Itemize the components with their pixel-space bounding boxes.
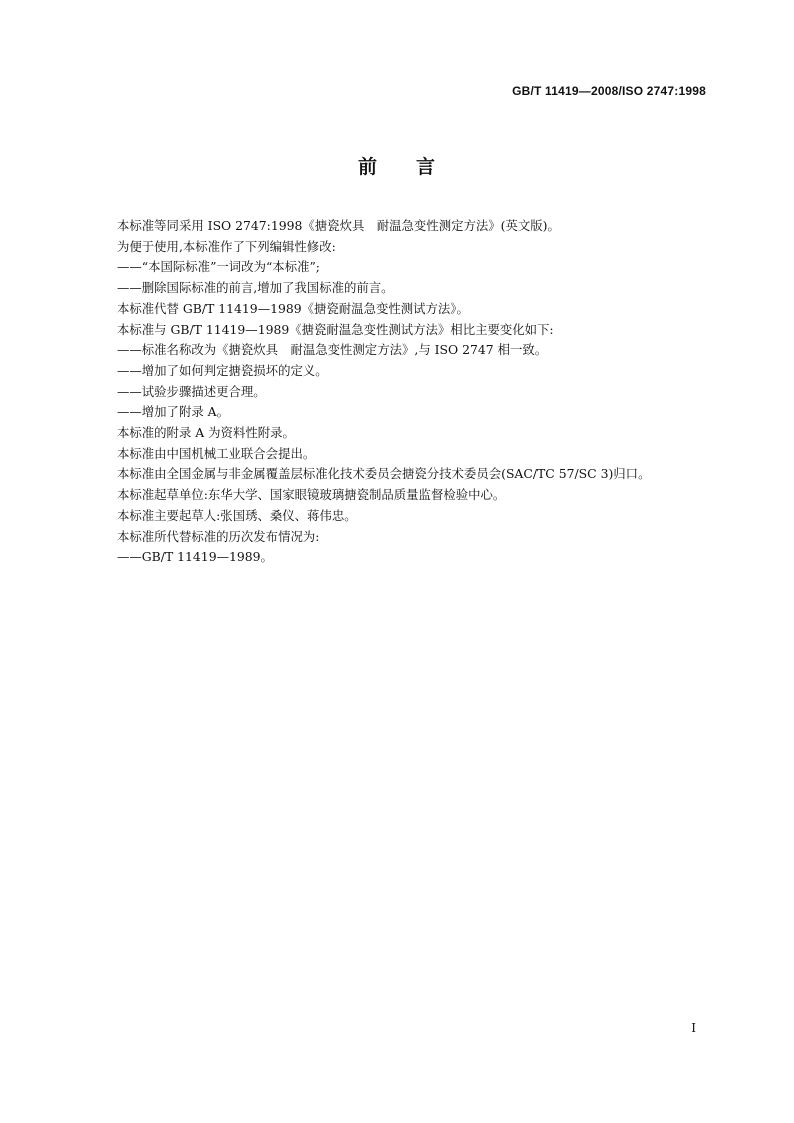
paragraph: 本标准主要起草人:张国琇、桑仪、蒋伟忠。 xyxy=(117,507,357,523)
foreword-body xyxy=(92,216,704,568)
paragraph: 本标准所代替标准的历次发布情况为: xyxy=(117,528,320,544)
paragraph: 本标准代替 GB/T 11419—1989《搪瓷耐温急变性测试方法》。 xyxy=(117,300,469,316)
paragraph: 本标准与 GB/T 11419—1989《搪瓷耐温急变性测试方法》相比主要变化如下: xyxy=(117,321,554,337)
list-item: ——GB/T 11419—1989。 xyxy=(117,549,273,565)
paragraph: 本标准由中国机械工业联合会提出。 xyxy=(117,445,316,461)
list-item: ——增加了附录 A。 xyxy=(117,404,230,420)
paragraph: 本标准的附录 A 为资料性附录。 xyxy=(117,425,295,441)
page-number: I xyxy=(691,1021,696,1035)
list-item: ——试验步骤描述更合理。 xyxy=(117,383,266,399)
paragraph: 本标准等同采用 ISO 2747:1998《搪瓷炊具 耐温急变性测定方法》(英文版)。 xyxy=(117,218,560,233)
list-item: ——标准名称改为《搪瓷炊具 耐温急变性测定方法》,与 ISO 2747 相一致。 xyxy=(117,342,548,358)
paragraph: 本标准由全国金属与非金属覆盖层标准化技术委员会搪瓷分技术委员会(SAC/TC 57/SC 3)归口。 xyxy=(117,466,651,482)
list-item: ——删除国际标准的前言,增加了我国标准的前言。 xyxy=(117,280,394,296)
title-char-2: 言 xyxy=(416,156,437,178)
title-char-1: 前 xyxy=(357,156,378,178)
paragraph: 为便于使用,本标准作了下列编辑性修改: xyxy=(117,238,336,254)
paragraph: 本标准起草单位:东华大学、国家眼镜玻璃搪瓷制品质量监督检验中心。 xyxy=(117,487,506,503)
list-item: ——增加了如何判定搪瓷损坏的定义。 xyxy=(117,362,328,378)
list-item: ——“本国际标准”一词改为“本标准”; xyxy=(117,259,320,275)
standard-number-header: GB/T 11419—2008/ISO 2747:1998 xyxy=(512,84,706,98)
page-title xyxy=(0,152,794,179)
